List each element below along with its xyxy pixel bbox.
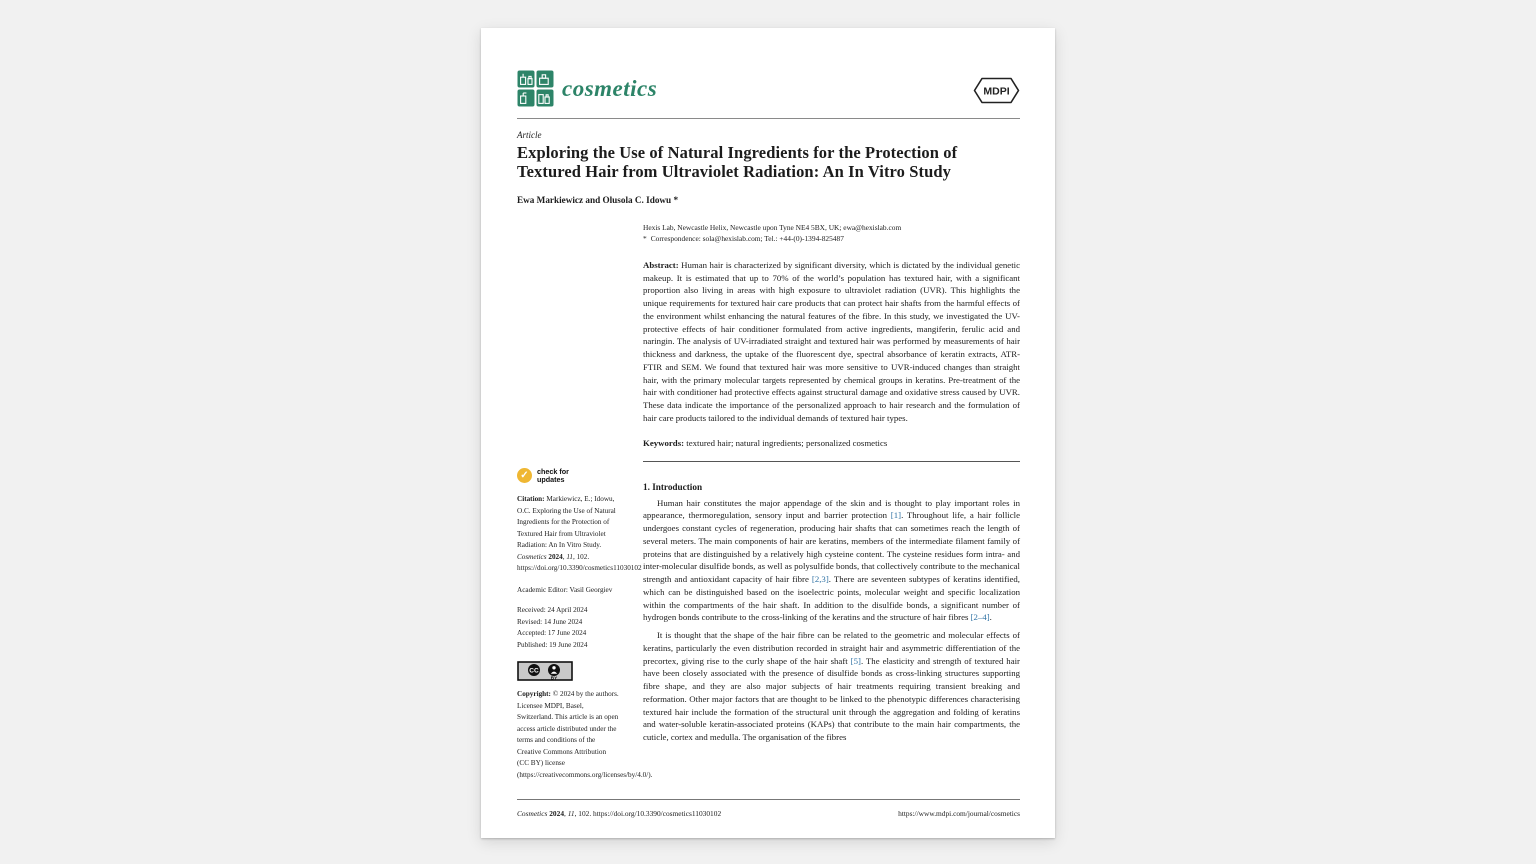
svg-text:MDPI: MDPI — [983, 85, 1010, 98]
revised-date: Revised: 14 June 2024 — [517, 617, 583, 626]
intro-paragraph-1: Human hair constitutes the major appendage of the skin and is thought to play important roles in appearance, thermoregulation, sensory input and barrier protection [1]. Throughout life, a hair follicle undergoes constant cycles of regeneration, producing hair shafts that can sometimes reach the length of several meters. The main components of hair are keratins, members of the intermediate filament family of proteins that are distinguished by a relatively high cysteine content. The cysteine residues form intra- and inter-molecular disulfide bonds, as well as polysulfide bonds, that collectively contribute to the mechanical strength and antioxidant capacity of hair fibre [2,3]. There are seventeen subtypes of keratins identified, which can be distinguished based on the isoelectric points, molecular weight and specific localization within the compartments of the hair shaft. In addition to the disulfide bonds, a significant number of hydrogen bonds contribute to the cross-linking of the keratins and the structure of hair fibres [2–4]. — [643, 497, 1020, 623]
correspondence-line — [643, 233, 1020, 244]
affiliation-block — [643, 222, 1020, 244]
copyright-notice: Copyright: © 2024 by the authors. Licensee MDPI, Basel, Switzerland. This article is an open access article distributed under the terms and conditions of the Creative Commons Attribution (CC BY) license (https://creativecommons.org/licenses/by/4.0/). — [517, 690, 653, 779]
margin-sidebar — [517, 222, 653, 782]
author-line: Ewa Markiewicz and Olusola C. Idowu * — [517, 194, 679, 205]
page-footer — [517, 799, 1020, 818]
paper-page — [481, 28, 1055, 838]
history-dates — [517, 605, 619, 651]
accepted-date: Accepted: 17 June 2024 — [517, 629, 587, 638]
citation-ref-link[interactable]: [2–4] — [970, 612, 990, 623]
journal-logo — [517, 70, 657, 107]
header-divider — [517, 118, 1020, 119]
footer-citation: Cosmetics 2024, 11, 102. https://doi.org/10.3390/cosmetics11030102 — [517, 809, 722, 818]
section-heading-introduction: 1. Introduction — [643, 481, 703, 492]
correspondence-marker: * — [643, 233, 647, 243]
citation-ref-link[interactable]: [5] — [850, 655, 861, 666]
mdpi-logo — [972, 77, 1020, 109]
keywords-line: Keywords: textured hair; natural ingredients; personalized cosmetics — [643, 437, 888, 448]
cosmetics-logo-icon — [517, 70, 554, 107]
received-date: Received: 24 April 2024 — [517, 606, 588, 615]
footer-journal-url[interactable]: https://www.mdpi.com/journal/cosmetics — [898, 809, 1020, 818]
check-icon: ✓ — [517, 468, 532, 483]
journal-name: cosmetics — [562, 75, 658, 101]
svg-text:BY: BY — [550, 675, 558, 681]
citation-ref-link[interactable]: [1] — [890, 510, 902, 521]
content-columns — [517, 222, 1020, 782]
citation-ref-link[interactable]: [2,3] — [811, 574, 829, 585]
article-type-label: Article — [517, 130, 542, 140]
page-title: Exploring the Use of Natural Ingredients for the Protection of Textured Hair from Ultraviolet Radiation: An In Vitro Study — [517, 143, 958, 182]
academic-editor: Academic Editor: Vasil Georgiev — [517, 585, 613, 594]
check-for-updates-label: check for updates — [537, 466, 569, 484]
journal-header — [517, 28, 1020, 109]
main-column — [643, 222, 1020, 782]
intro-paragraph-2: It is thought that the shape of the hair fibre can be related to the geometric and molecular effects of keratins, particularly the even distribution recorded in straight hair and asymmetric differentiation of the precortex, giving rise to the curly shape of the hair shaft [5]. The elasticity and strength of textured hair have been closely associated with the presence of disulfide bonds as cross-linking structures supporting fibre shape, and they are also major subjects of hair treatments requiring transient breaking and reformation. Other major factors that are thought to be linked to the phenotypic differences characterising textured hair include the formation of the structural unit through the aggregation and folding of keratins and water-soluble keratin-associated proteins (KAPs) that contribute to the main hair compartments, the cuticle, cortex and medulla. The organisation of the fibres — [643, 630, 1020, 743]
abstract-paragraph: Abstract: Human hair is characterized by significant diversity, which is dictated by the individual genetic makeup. It is estimated that up to 70% of the world’s population has textured hair, with a significant proportion also living in areas with high exposure to ultraviolet radiation (UVR). This highlights the unique requirements for textured hair care products that can protect hair shafts from the harmful effects of the environment whilst enhancing the natural features of the fibre. In this study, we investigated the UV-protective effects of hair conditioner formulated from active ingredients, mangiferin, ferulic acid and naringin. The analysis of UV-irradiated straight and textured hair was performed by measurements of hair thickness and darkness, the uptake of the fluorescent dye, spectral absorbance of keratin extracts, ATR-FTIR and SEM. We found that textured hair was more sensitive to UVR-induced changes than straight hair, with the primary molecular targets represented by chemical groups in keratins. Pre-treatment of the hair with conditioner had protective effects against structural damage and oxidative stress caused by UVR. These data indicate the importance of the personalized approach to hair research and the formulation of hair care products tailored to the individual demands of textured hair types. — [643, 259, 1020, 423]
published-date: Published: 19 June 2024 — [517, 640, 588, 649]
mdpi-hexagon-icon — [972, 77, 1020, 104]
check-for-updates-badge[interactable] — [517, 468, 619, 485]
affiliation-line: Hexis Lab, Newcastle Helix, Newcastle upon Tyne NE4 5BX, UK; ewa@hexislab.com — [643, 222, 902, 232]
svg-text:CC: CC — [529, 667, 539, 675]
cc-by-license-icon[interactable] — [517, 661, 573, 681]
citation-block: Citation: Markiewicz, E.; Idowu, O.C. Exploring the Use of Natural Ingredients for the Protection of Textured Hair from Ultraviolet Radiation: An In Vitro Study. Cosmetics 2024, 11, 102. https://doi.org/10.3390/cosmetics11030102 — [517, 495, 642, 573]
footer-divider — [517, 799, 1020, 800]
correspondence-text: Correspondence: sola@hexislab.com; Tel.: +44-(0)-1394-825487 — [650, 233, 844, 243]
keywords-divider — [643, 461, 1020, 462]
